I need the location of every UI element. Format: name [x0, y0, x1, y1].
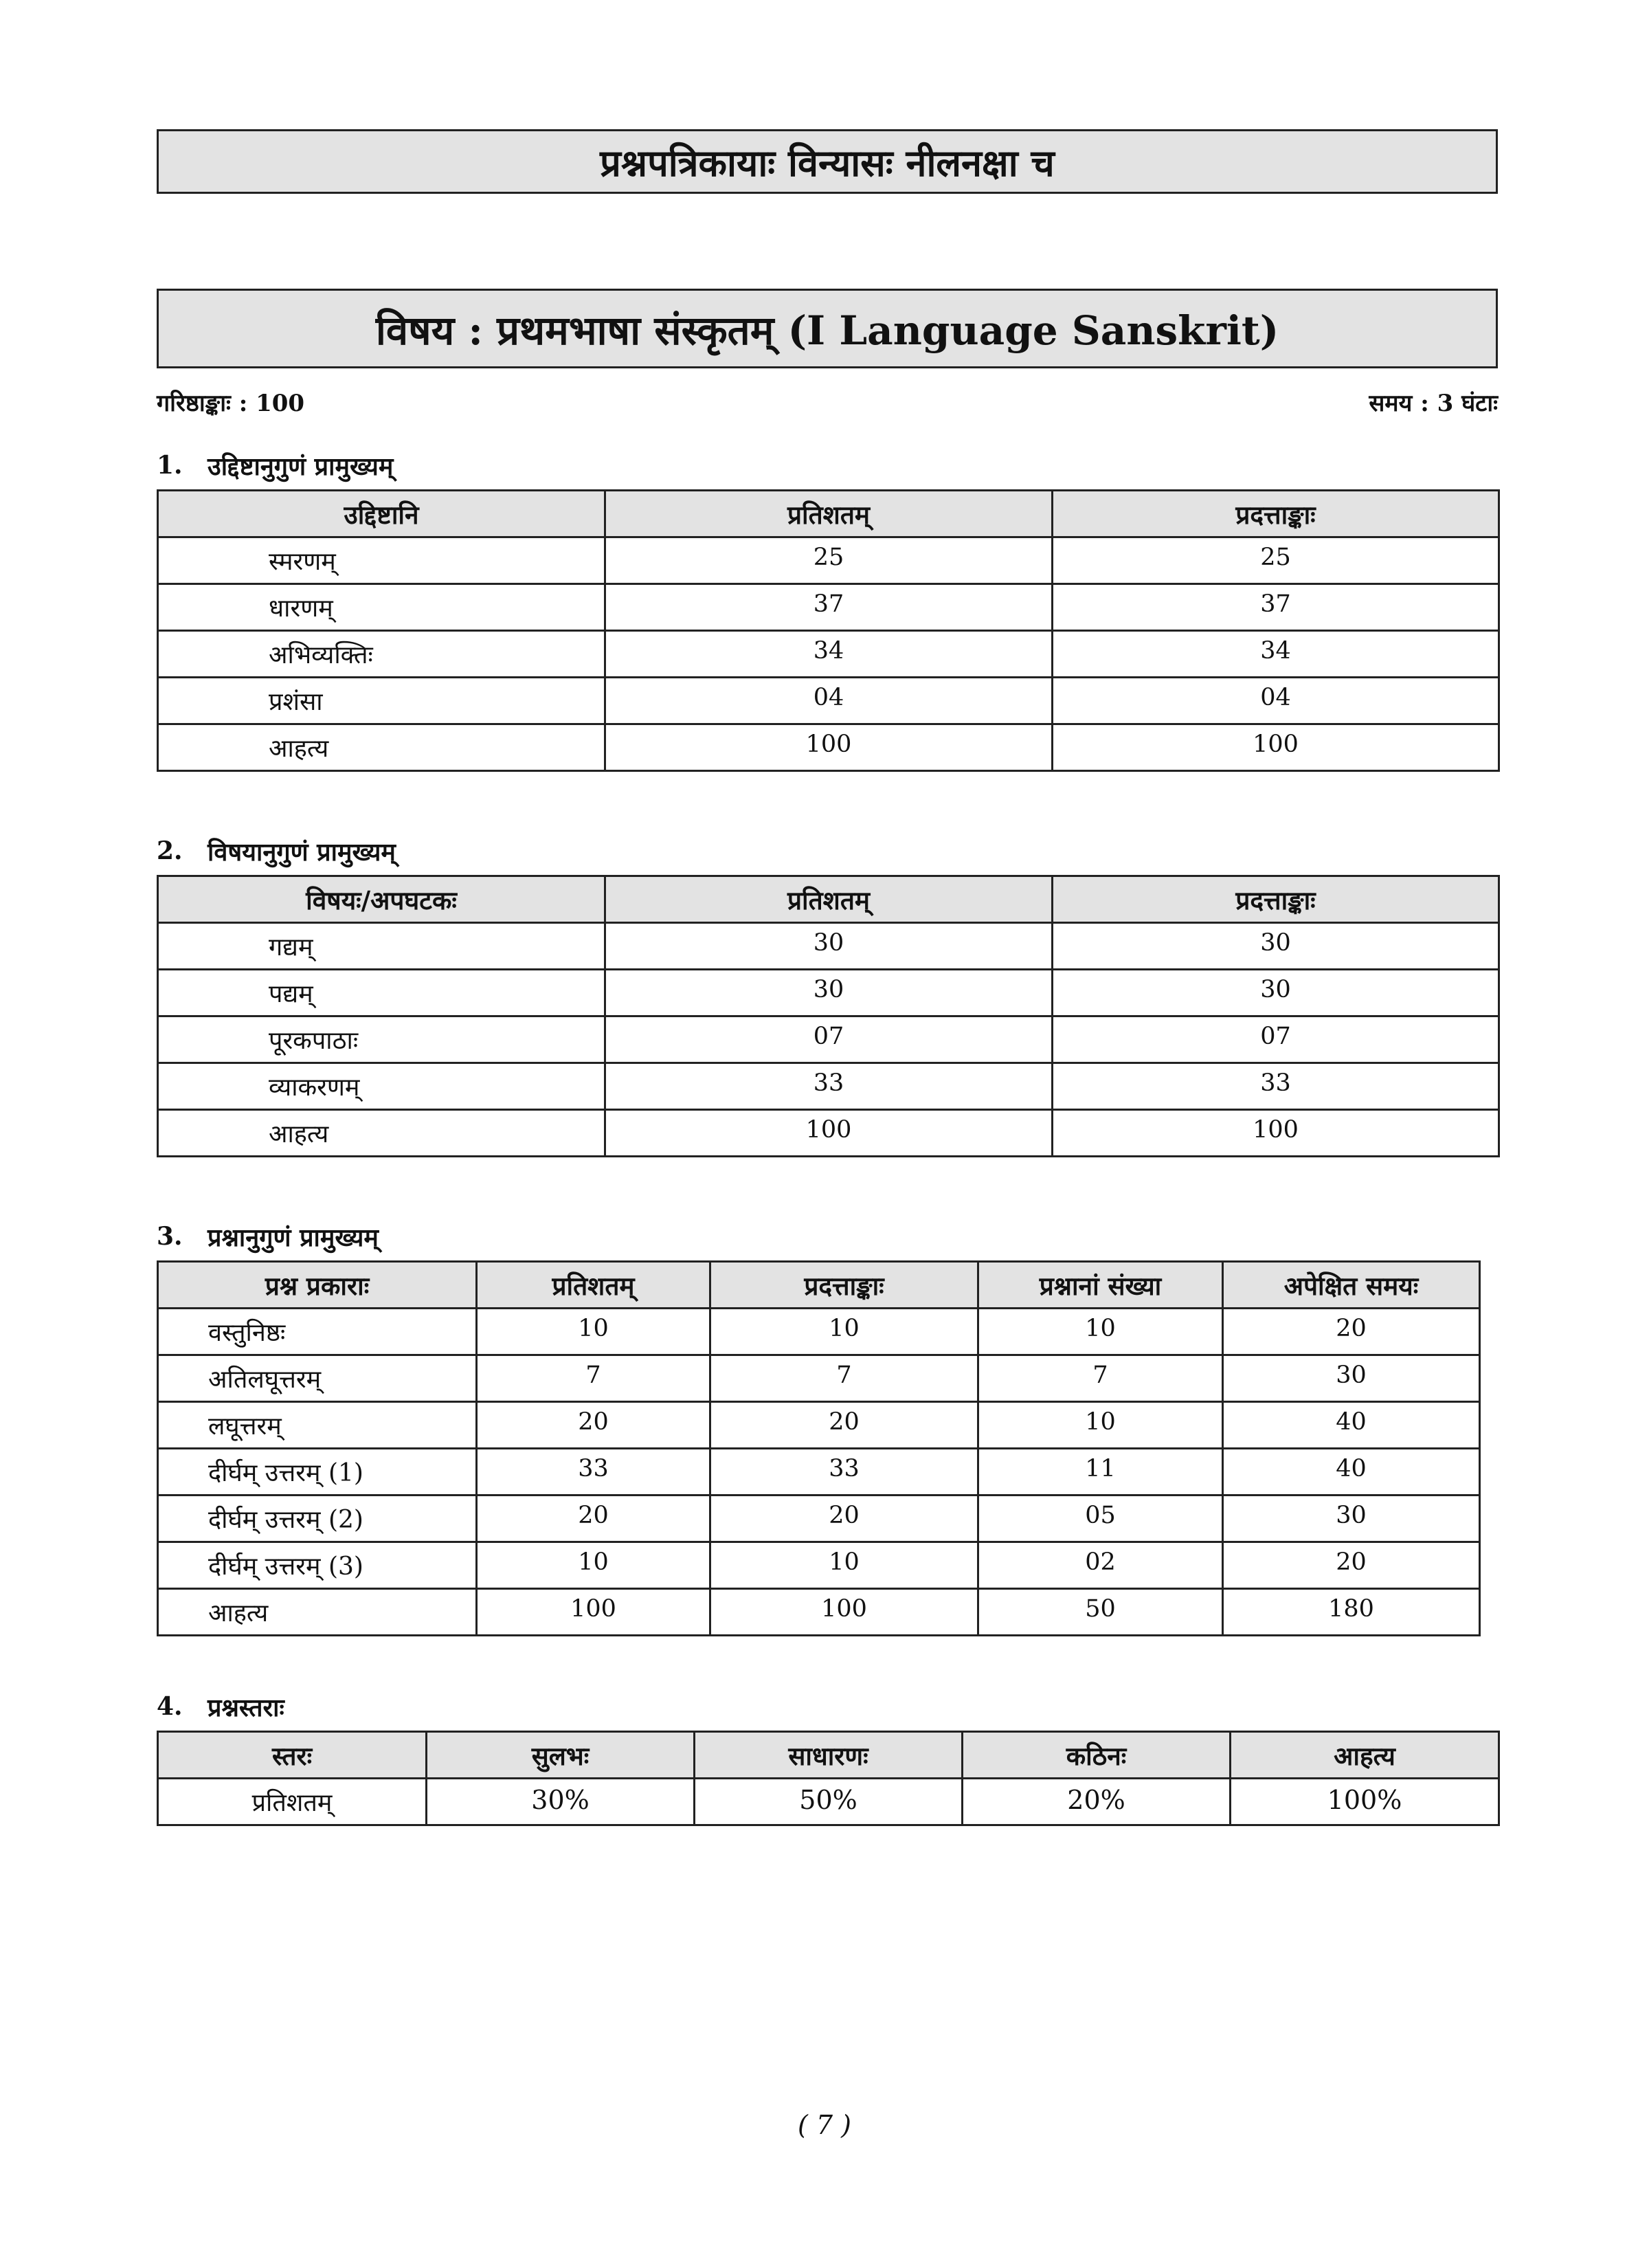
table-cell: 180: [1223, 1589, 1480, 1636]
table-cell: 30: [605, 970, 1053, 1016]
table-header-row: [158, 876, 1499, 923]
table-row: [158, 1402, 1480, 1449]
table-cell: 07: [1053, 1016, 1499, 1063]
question-type-table: [157, 1260, 1481, 1636]
table-row: [158, 1449, 1480, 1496]
table-cell: 100: [477, 1589, 710, 1636]
table-row: [158, 1355, 1480, 1402]
section-4-heading: [157, 1689, 284, 1724]
column-header: उद्दिष्टानि: [158, 491, 605, 537]
table-cell: 11: [978, 1449, 1223, 1496]
table-cell: 100: [1053, 1110, 1499, 1157]
table-header-row: [158, 1262, 1480, 1309]
table-cell: 40: [1223, 1449, 1480, 1496]
exam-time: समय : 3 घंटाः: [1369, 390, 1498, 417]
section-title: विषयानुगुणं प्रामुख्यम्: [207, 837, 396, 867]
column-header: प्रदत्ताङ्काः: [710, 1262, 978, 1309]
column-header: सुलभः: [427, 1732, 695, 1779]
row-label: आहत्य: [158, 724, 605, 771]
row-label: पद्यम्: [158, 970, 605, 1016]
row-label: आहत्य: [158, 1110, 605, 1157]
table-row: [158, 1496, 1480, 1542]
table-row: [158, 1779, 1499, 1825]
table-cell: 20: [1223, 1309, 1480, 1355]
column-header: प्रश्न प्रकाराः: [158, 1262, 477, 1309]
row-label: गद्यम्: [158, 923, 605, 970]
section-title: प्रश्नस्तराः: [207, 1693, 284, 1722]
section-1-heading: [157, 448, 393, 482]
table-cell: 20: [477, 1402, 710, 1449]
table-cell: 33: [710, 1449, 978, 1496]
pattern-title: प्रश्नपत्रिकायाः विन्यासः नीलनक्षा च: [157, 129, 1498, 194]
table-cell: 7: [710, 1355, 978, 1402]
table-cell: 33: [1053, 1063, 1499, 1110]
table-cell: 02: [978, 1542, 1223, 1589]
table-header-row: [158, 1732, 1499, 1779]
row-label: प्रशंसा: [158, 678, 605, 724]
objective-weightage-table: [157, 489, 1500, 772]
section-3-heading: [157, 1219, 379, 1254]
column-header: साधारणः: [695, 1732, 963, 1779]
column-header: कठिनः: [963, 1732, 1231, 1779]
table-cell: 30: [1223, 1355, 1480, 1402]
table-cell: 7: [978, 1355, 1223, 1402]
table-cell: 05: [978, 1496, 1223, 1542]
table-cell: 20: [477, 1496, 710, 1542]
column-header: स्तरः: [158, 1732, 427, 1779]
table-cell: 10: [978, 1309, 1223, 1355]
column-header: प्रतिशतम्: [605, 876, 1053, 923]
subject-title: विषय : प्रथमभाषा संस्कृतम् (I Language Sanskrit): [157, 289, 1498, 368]
table-cell: 20: [710, 1402, 978, 1449]
difficulty-level-table: [157, 1731, 1500, 1826]
table-cell: 20: [710, 1496, 978, 1542]
table-cell: 30: [1223, 1496, 1480, 1542]
row-label: स्मरणम्: [158, 537, 605, 584]
table-cell: 100%: [1231, 1779, 1499, 1825]
table-cell: 30: [1053, 970, 1499, 1016]
row-label: दीर्घम् उत्तरम् (1): [158, 1449, 477, 1496]
row-label: धारणम्: [158, 584, 605, 631]
section-number: 4.: [157, 1692, 183, 1721]
row-label: आहत्य: [158, 1589, 477, 1636]
table-total-row: [158, 1589, 1480, 1636]
section-title: प्रश्नानुगुणं प्रामुख्यम्: [207, 1223, 379, 1252]
table-row: [158, 1309, 1480, 1355]
table-cell: 37: [605, 584, 1053, 631]
table-row: [158, 537, 1499, 584]
table-row: [158, 678, 1499, 724]
table-cell: 25: [1053, 537, 1499, 584]
column-header: प्रदत्ताङ्काः: [1053, 491, 1499, 537]
table-cell: 37: [1053, 584, 1499, 631]
table-cell: 30: [1053, 923, 1499, 970]
table-cell: 10: [978, 1402, 1223, 1449]
table-header-row: [158, 491, 1499, 537]
table-cell: 30: [605, 923, 1053, 970]
table-row: [158, 1016, 1499, 1063]
row-label: अतिलघूत्तरम्: [158, 1355, 477, 1402]
column-header: प्रतिशतम्: [477, 1262, 710, 1309]
table-cell: 40: [1223, 1402, 1480, 1449]
row-label: दीर्घम् उत्तरम् (3): [158, 1542, 477, 1589]
section-number: 3.: [157, 1222, 183, 1251]
column-header: विषयः/अपघटकः: [158, 876, 605, 923]
row-label: पूरकपाठाः: [158, 1016, 605, 1063]
table-row: [158, 584, 1499, 631]
table-row: [158, 631, 1499, 678]
column-header: आहत्य: [1231, 1732, 1499, 1779]
table-cell: 07: [605, 1016, 1053, 1063]
content-weightage-table: [157, 875, 1500, 1157]
table-cell: 34: [605, 631, 1053, 678]
table-row: [158, 923, 1499, 970]
row-label: लघूत्तरम्: [158, 1402, 477, 1449]
table-cell: 50%: [695, 1779, 963, 1825]
section-title: उद्दिष्टानुगुणं प्रामुख्यम्: [207, 452, 394, 481]
table-cell: 10: [710, 1542, 978, 1589]
table-row: [158, 970, 1499, 1016]
page-number: ( 7 ): [798, 2110, 851, 2140]
section-2-heading: [157, 834, 396, 868]
table-cell: 50: [978, 1589, 1223, 1636]
table-cell: 100: [1053, 724, 1499, 771]
table-cell: 04: [1053, 678, 1499, 724]
table-cell: 100: [605, 1110, 1053, 1157]
table-row: [158, 1063, 1499, 1110]
column-header: प्रश्नानां संख्या: [978, 1262, 1223, 1309]
table-cell: 34: [1053, 631, 1499, 678]
max-marks: गरिष्ठाङ्काः : 100: [157, 390, 305, 417]
table-cell: 10: [477, 1542, 710, 1589]
table-total-row: [158, 724, 1499, 771]
table-cell: 25: [605, 537, 1053, 584]
table-cell: 100: [605, 724, 1053, 771]
table-cell: 33: [477, 1449, 710, 1496]
table-cell: 30%: [427, 1779, 695, 1825]
table-cell: 20%: [963, 1779, 1231, 1825]
table-cell: 33: [605, 1063, 1053, 1110]
row-label: अभिव्यक्तिः: [158, 631, 605, 678]
row-label: दीर्घम् उत्तरम् (2): [158, 1496, 477, 1542]
column-header: प्रदत्ताङ्काः: [1053, 876, 1499, 923]
section-number: 1.: [157, 451, 183, 480]
row-label: प्रतिशतम्: [158, 1779, 427, 1825]
table-cell: 04: [605, 678, 1053, 724]
table-cell: 10: [477, 1309, 710, 1355]
table-cell: 20: [1223, 1542, 1480, 1589]
table-row: [158, 1542, 1480, 1589]
row-label: वस्तुनिष्ठः: [158, 1309, 477, 1355]
row-label: व्याकरणम्: [158, 1063, 605, 1110]
section-number: 2.: [157, 836, 183, 865]
column-header: प्रतिशतम्: [605, 491, 1053, 537]
table-cell: 7: [477, 1355, 710, 1402]
table-cell: 100: [710, 1589, 978, 1636]
table-total-row: [158, 1110, 1499, 1157]
column-header: अपेक्षित समयः: [1223, 1262, 1480, 1309]
table-cell: 10: [710, 1309, 978, 1355]
exam-meta-row: [157, 385, 1498, 419]
